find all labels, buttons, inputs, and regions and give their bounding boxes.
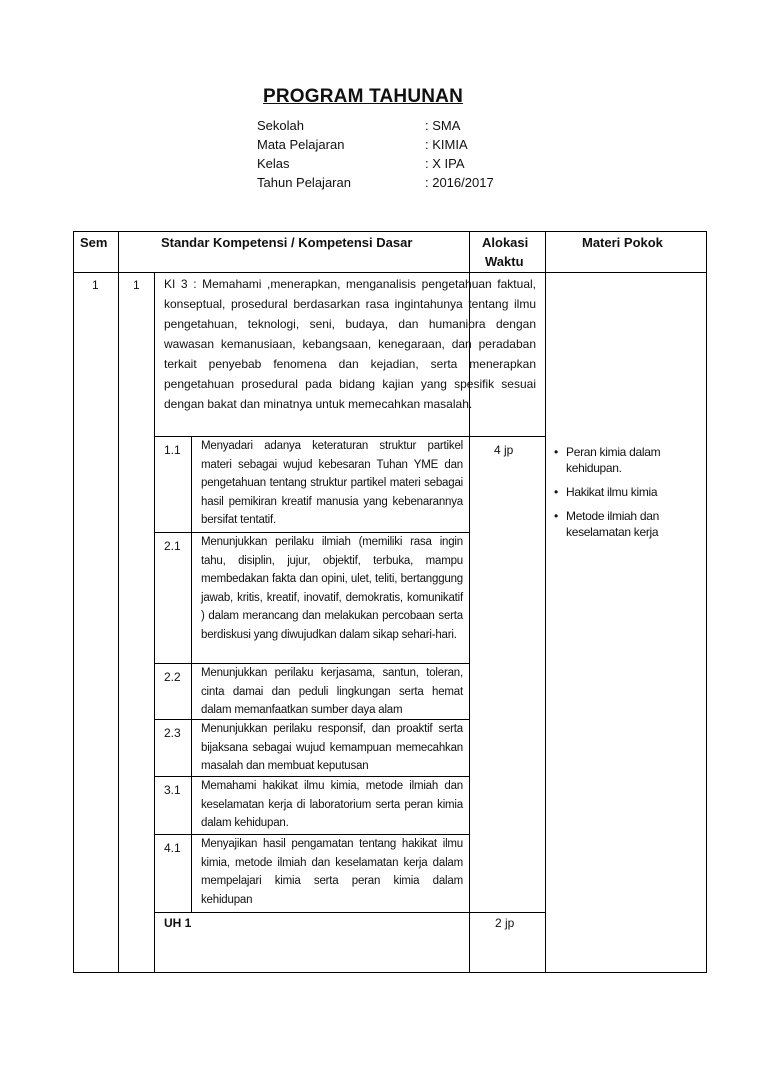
materi-text: Metode ilmiah dan keselamatan kerja [566,509,659,539]
table-border-right [706,231,707,973]
header-kompetensi: Standar Kompetensi / Kompetensi Dasar [161,235,413,250]
document-meta [257,116,494,192]
uh-alokasi: 2 jp [495,916,515,930]
table-header-bottom [73,272,707,273]
kd-number: 3.1 [164,783,181,797]
table-border-left [73,231,74,973]
meta-value: : 2016/2017 [425,175,494,190]
kd-number: 4.1 [164,841,181,855]
header-alokasi: Alokasi [482,235,529,250]
materi-text: Hakikat ilmu kimia [566,485,658,499]
header-sem: Sem [80,235,108,250]
meta-row-sekolah [257,116,494,135]
kd-number: 2.2 [164,670,181,684]
meta-value: : SMA [425,118,461,133]
kd-text: Menunjukkan perilaku kerjasama, santun, toleran, cinta damai dan peduli lingkungan serta hemat dalam memanfaatkan sumber daya alam [201,667,463,716]
column-divider [545,231,546,973]
ki3-text: KI 3 : Memahami ,menerapkan, menganalisis pengetahuan faktual, konseptual, prosedural berdasarkan rasa ingintahunya tentang ilmu pengetahuan, teknologi, seni, budaya, dan humaniora dengan wawasan kemanusiaan, kebangsaan, kenegaraan, dan peradaban terkait penyebab fenomena dan kejadian, serta menerapkan pengetahuan prosedural pada bidang kajian yang spesifik sesuai dengan bakat dan minatnya untuk memecahkan masalah. [164,277,536,411]
column-divider [118,231,119,973]
kd-number-divider [191,436,192,912]
materi-list [556,444,696,548]
meta-label: Kelas [257,156,290,171]
cell-sem: 1 [92,278,99,292]
table-border-bottom [73,972,707,973]
meta-label: Tahun Pelajaran [257,175,351,190]
kd-number: 2.3 [164,726,181,740]
materi-item [556,484,696,500]
header-materi: Materi Pokok [582,235,663,250]
materi-text: Peran kimia dalam kehidupan. [566,445,661,475]
document-title: PROGRAM TAHUNAN [263,86,464,107]
kd-text: Memahami hakikat ilmu kimia, metode ilmiah dan keselamatan kerja di laboratorium serta peran kimia dalam kehidupan. [201,780,463,829]
materi-item [556,444,696,476]
kd-text: Menunjukkan perilaku ilmiah (memiliki rasa ingin tahu, disiplin, jujur, objektif, terbuka, mampu membedakan fakta dan opini, ulet, teliti, bertanggung jawab, kritis, kreatif, inovatif, demokratis, komunikatif ) dalam merancang dan melakukan percobaan serta berdiskusi yang diwujudkan dalam sikap sehari-hari. [201,536,463,641]
kd-text: Menyadari adanya keteraturan struktur partikel materi sebagai wujud kebesaran Tuhan YME dan pengetahuan tentang struktur partikel materi sebagai hasil pemikiran kreatif manusia yang kebenarannya bersifat tentatif. [201,440,463,526]
materi-item [556,508,696,540]
kd-number: 2.1 [164,539,181,553]
column-divider [154,272,155,973]
table-border-top [73,231,707,232]
meta-label: Sekolah [257,118,304,133]
meta-label: Mata Pelajaran [257,137,345,152]
meta-value: : KIMIA [425,137,468,152]
kd-row-line [154,912,546,913]
meta-row-kelas [257,154,494,173]
meta-value: : X IPA [425,156,465,171]
meta-row-tahun-pelajaran [257,173,494,192]
cell-alokasi: 4 jp [494,443,514,457]
kd-text: Menyajikan hasil pengamatan tentang hakikat ilmu kimia, metode ilmiah dan keselamatan kerja dalam mempelajari kimia serta peran kimia dalam kehidupan [201,838,463,906]
kd-text: Menunjukkan perilaku responsif, dan proaktif serta bijaksana sebagai wujud kemampuan memecahkan masalah dan membuat keputusan [201,723,463,772]
kd-number: 1.1 [164,443,181,457]
meta-row-mata-pelajaran [257,135,494,154]
cell-number: 1 [133,278,140,292]
uh-label: UH 1 [164,916,192,930]
header-waktu: Waktu [485,254,524,269]
